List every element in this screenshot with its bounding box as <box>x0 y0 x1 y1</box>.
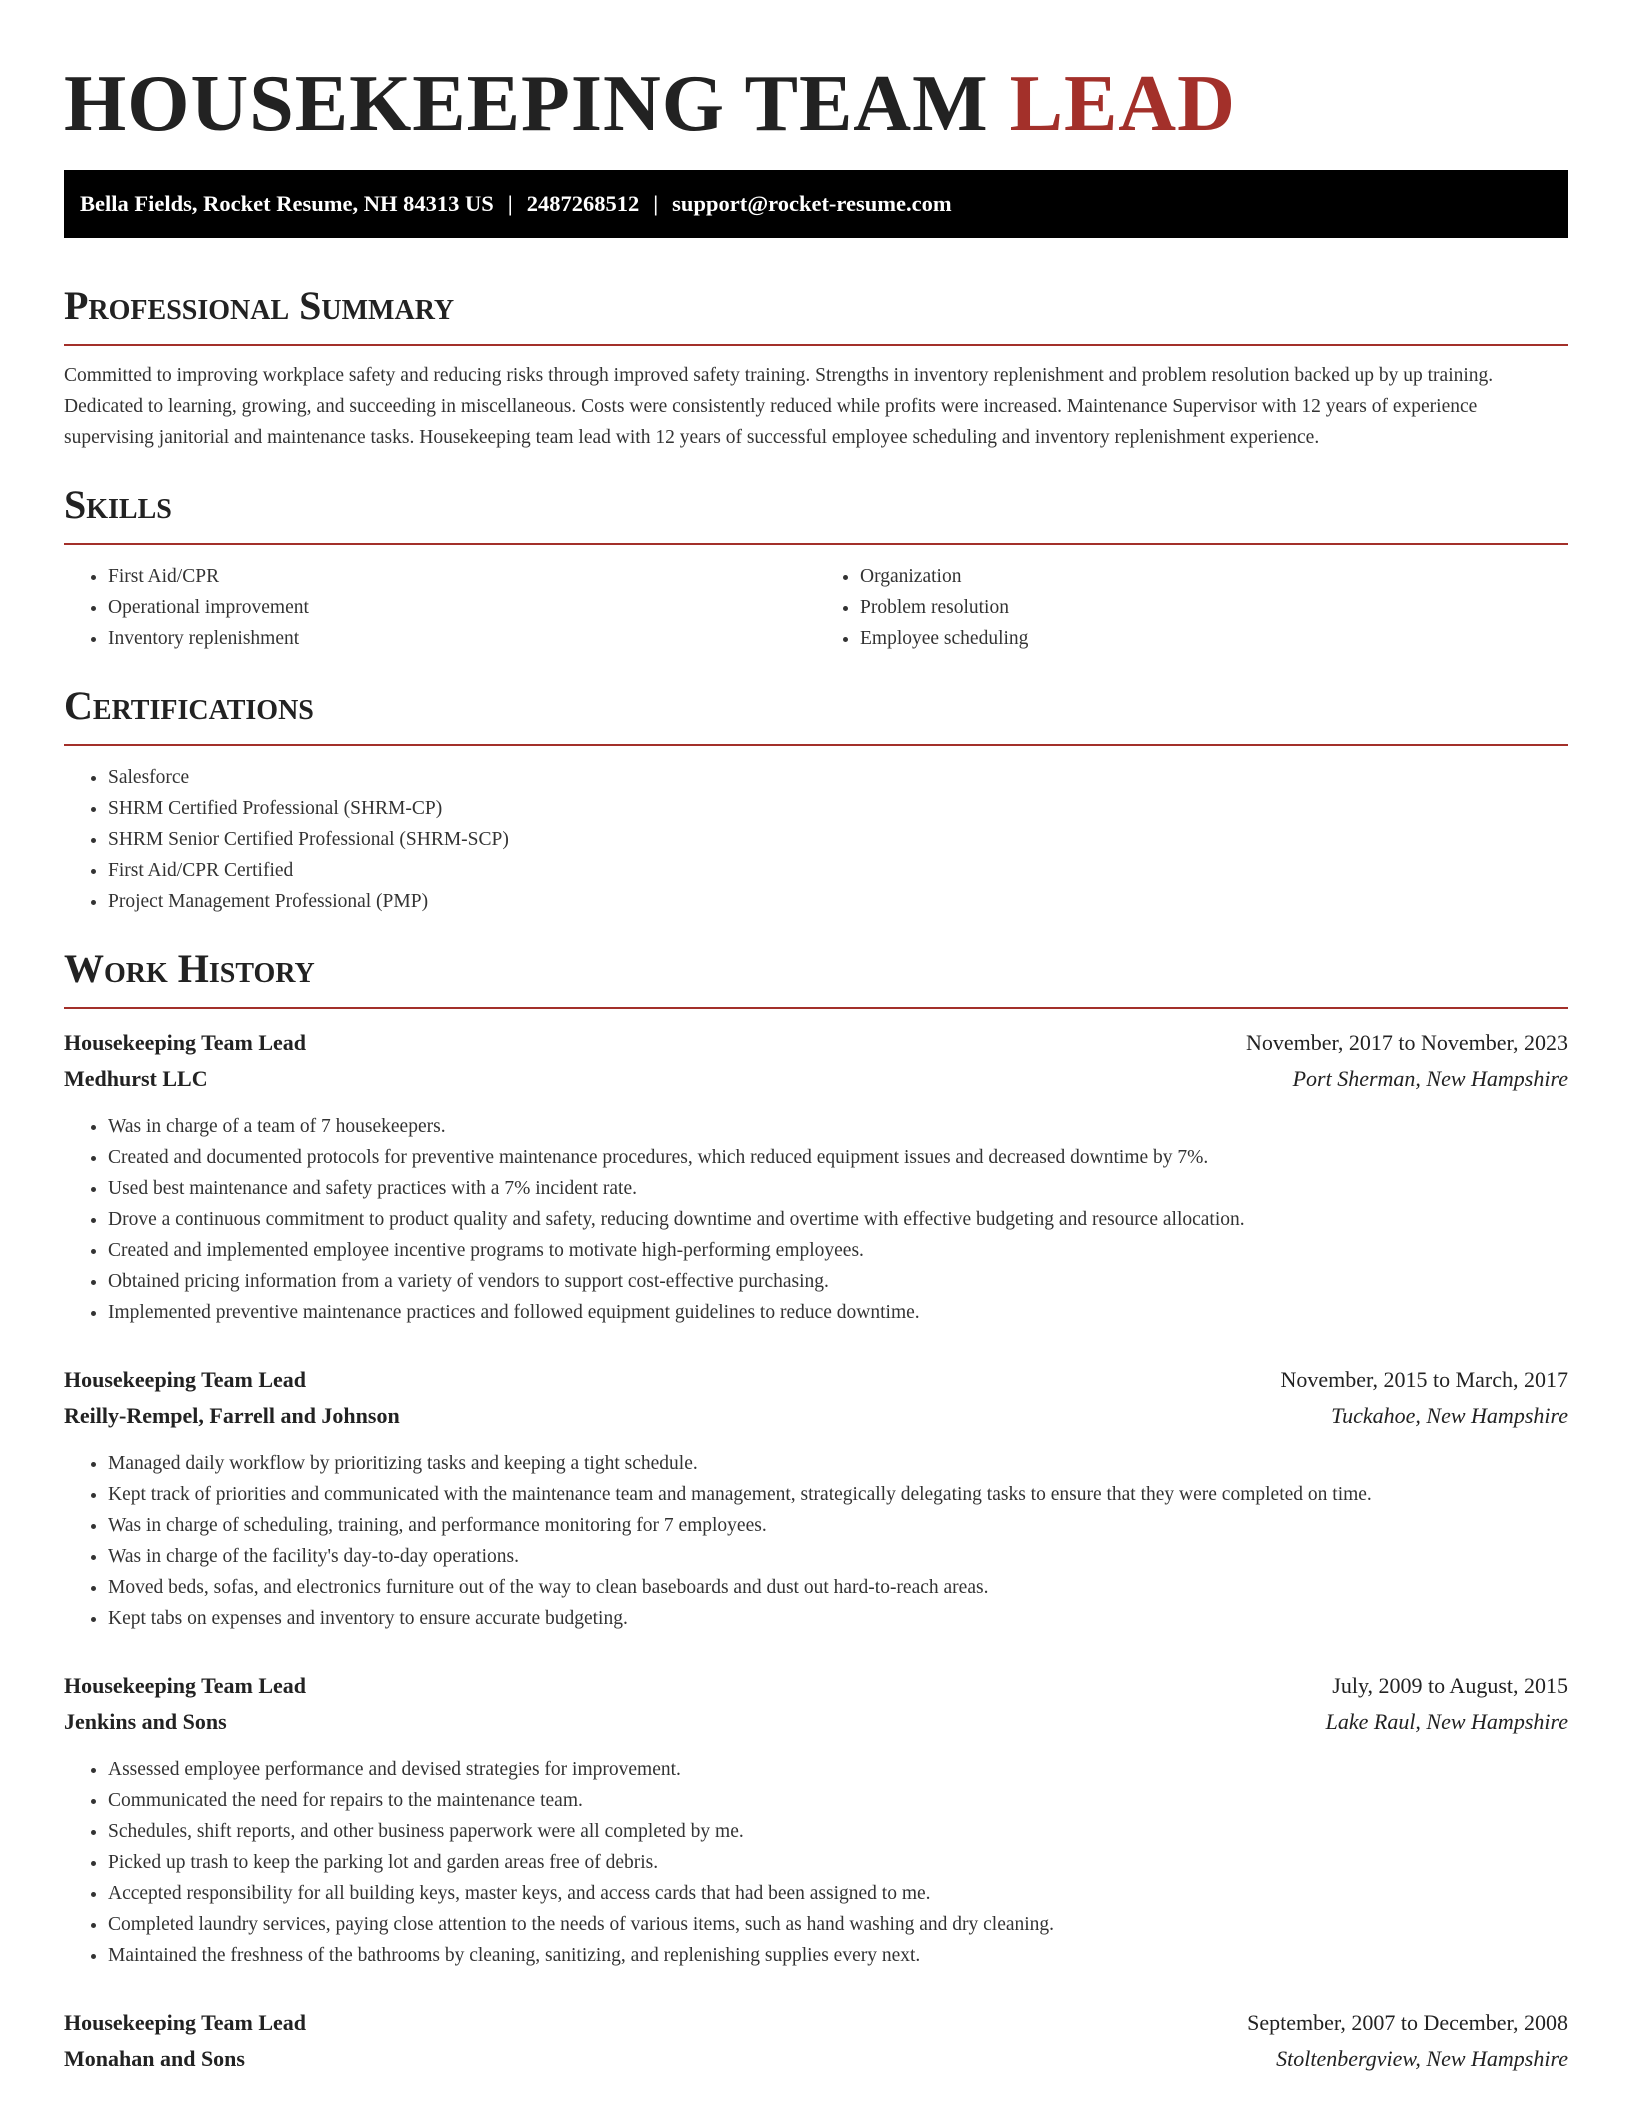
skills-section <box>64 481 1568 654</box>
summary-heading: Professional Summary <box>64 282 1568 346</box>
job-duty: • Implemented preventive maintenance practices and followed equipment guidelines to reduce downtime. <box>108 1297 1568 1328</box>
job-duty: • Accepted responsibility for all building keys, master keys, and access cards that had been assigned to me. <box>108 1878 1568 1909</box>
job-duties-list <box>64 1111 1568 1328</box>
job-company: Medhurst LLC <box>64 1066 208 1091</box>
certification-item: • Project Management Professional (PMP) <box>108 886 1568 917</box>
job-duty: • Moved beds, sofas, and electronics furniture out of the way to clean baseboards and dust out hard-to-reach areas. <box>108 1572 1568 1603</box>
job-duty: • Managed daily workflow by prioritizing tasks and keeping a tight schedule. <box>108 1448 1568 1479</box>
job-dates: November, 2017 to November, 2023 <box>1245 1030 1568 1055</box>
contact-phone: 2487268512 <box>526 191 640 216</box>
resume-title <box>64 0 1568 150</box>
certifications-list <box>64 762 1568 917</box>
job-duty: • Drove a continuous commitment to product quality and safety, reducing downtime and overtime with effective budgeting and resource allocation. <box>108 1204 1568 1235</box>
skill-item: • First Aid/CPR <box>108 561 816 592</box>
skills-grid <box>64 545 1568 654</box>
job-company-row <box>64 1398 1568 1434</box>
job-duty: • Schedules, shift reports, and other business paperwork were all completed by me. <box>108 1816 1568 1847</box>
skills-list-left <box>64 561 816 654</box>
job-header-row <box>64 1668 1568 1704</box>
work-history-section <box>64 945 1568 2077</box>
job-company: Monahan and Sons <box>64 2046 245 2071</box>
skill-item: • Operational improvement <box>108 592 816 623</box>
skill-item: • Organization <box>860 561 1568 592</box>
job-header-row <box>64 2005 1568 2041</box>
job-duty: • Obtained pricing information from a variety of vendors to support cost-effective purchasing. <box>108 1266 1568 1297</box>
job-title: Housekeeping Team Lead <box>64 1367 307 1392</box>
certification-item: • Salesforce <box>108 762 1568 793</box>
resume-title-accent: LEAD <box>1009 60 1236 148</box>
work-history-heading: Work History <box>64 945 1568 1009</box>
job-duty: • Kept tabs on expenses and inventory to ensure accurate budgeting. <box>108 1603 1568 1634</box>
job-duty: • Used best maintenance and safety practices with a 7% incident rate. <box>108 1173 1568 1204</box>
job-location: Lake Raul, New Hampshire <box>1325 1709 1568 1734</box>
job-company-row <box>64 1061 1568 1097</box>
certification-item: • First Aid/CPR Certified <box>108 855 1568 886</box>
skills-list-right <box>816 561 1568 654</box>
job-duty: • Created and documented protocols for preventive maintenance procedures, which reduced equipment issues and decreased downtime by 7%. <box>108 1142 1568 1173</box>
job-duty: • Was in charge of a team of 7 housekeepers. <box>108 1111 1568 1142</box>
job-location: Port Sherman, New Hampshire <box>1292 1066 1568 1091</box>
job-duties-list <box>64 1754 1568 1971</box>
job-location: Stoltenbergview, New Hampshire <box>1276 2046 1568 2071</box>
job-entry <box>64 1025 1568 1328</box>
summary-section <box>64 282 1568 453</box>
contact-separator: | <box>653 191 659 216</box>
job-title: Housekeeping Team Lead <box>64 1673 307 1698</box>
job-duty: • Completed laundry services, paying close attention to the needs of various items, such as hand washing and dry cleaning. <box>108 1909 1568 1940</box>
job-entry <box>64 2005 1568 2077</box>
job-header-row <box>64 1362 1568 1398</box>
job-duty: • Maintained the freshness of the bathrooms by cleaning, sanitizing, and replenishing supplies every next. <box>108 1940 1568 1971</box>
job-company-row <box>64 2041 1568 2077</box>
skill-item: • Problem resolution <box>860 592 1568 623</box>
job-duty: • Communicated the need for repairs to the maintenance team. <box>108 1785 1568 1816</box>
resume-title-main: HOUSEKEEPING TEAM <box>64 60 989 148</box>
job-title: Housekeeping Team Lead <box>64 1030 307 1055</box>
skills-heading: Skills <box>64 481 1568 545</box>
contact-address: Bella Fields, Rocket Resume, NH 84313 US <box>80 191 494 216</box>
job-dates: November, 2015 to March, 2017 <box>1280 1367 1568 1392</box>
job-duty: • Kept track of priorities and communicated with the maintenance team and management, strategically delegating tasks to ensure that they were completed on time. <box>108 1479 1568 1510</box>
job-company-row <box>64 1704 1568 1740</box>
job-dates: September, 2007 to December, 2008 <box>1247 2010 1568 2035</box>
contact-bar <box>64 170 1568 238</box>
job-title: Housekeeping Team Lead <box>64 2010 307 2035</box>
contact-email[interactable]: support@rocket-resume.com <box>672 191 952 216</box>
job-location: Tuckahoe, New Hampshire <box>1331 1403 1568 1428</box>
job-duty: • Created and implemented employee incentive programs to motivate high-performing employees. <box>108 1235 1568 1266</box>
certification-item: • SHRM Certified Professional (SHRM-CP) <box>108 793 1568 824</box>
certification-item: • SHRM Senior Certified Professional (SHRM-SCP) <box>108 824 1568 855</box>
summary-text: Committed to improving workplace safety and reducing risks through improved safety training. Strengths in inventory replenishment and problem resolution backed up by up training. Dedicated to learning, growing, and succeeding in miscellaneous. Costs were consistently reduced while profits were increased. Maintenance Supervisor with 12 years of experience supervising janitorial and maintenance tasks. Housekeeping team lead with 12 years of successful employee scheduling and inventory replenishment experience. <box>64 365 1494 448</box>
contact-separator: | <box>507 191 513 216</box>
job-duties-list <box>64 1448 1568 1634</box>
job-entry <box>64 1668 1568 1971</box>
certifications-heading: Certifications <box>64 682 1568 746</box>
job-company: Reilly-Rempel, Farrell and Johnson <box>64 1403 400 1428</box>
job-duty: • Was in charge of the facility's day-to-day operations. <box>108 1541 1568 1572</box>
skill-item: • Inventory replenishment <box>108 623 816 654</box>
job-entry <box>64 1362 1568 1634</box>
job-duty: • Was in charge of scheduling, training, and performance monitoring for 7 employees. <box>108 1510 1568 1541</box>
job-duty: • Picked up trash to keep the parking lot and garden areas free of debris. <box>108 1847 1568 1878</box>
job-header-row <box>64 1025 1568 1061</box>
skill-item: • Employee scheduling <box>860 623 1568 654</box>
job-dates: July, 2009 to August, 2015 <box>1332 1673 1568 1698</box>
certifications-section <box>64 682 1568 917</box>
job-company: Jenkins and Sons <box>64 1709 227 1734</box>
job-duty: • Assessed employee performance and devised strategies for improvement. <box>108 1754 1568 1785</box>
